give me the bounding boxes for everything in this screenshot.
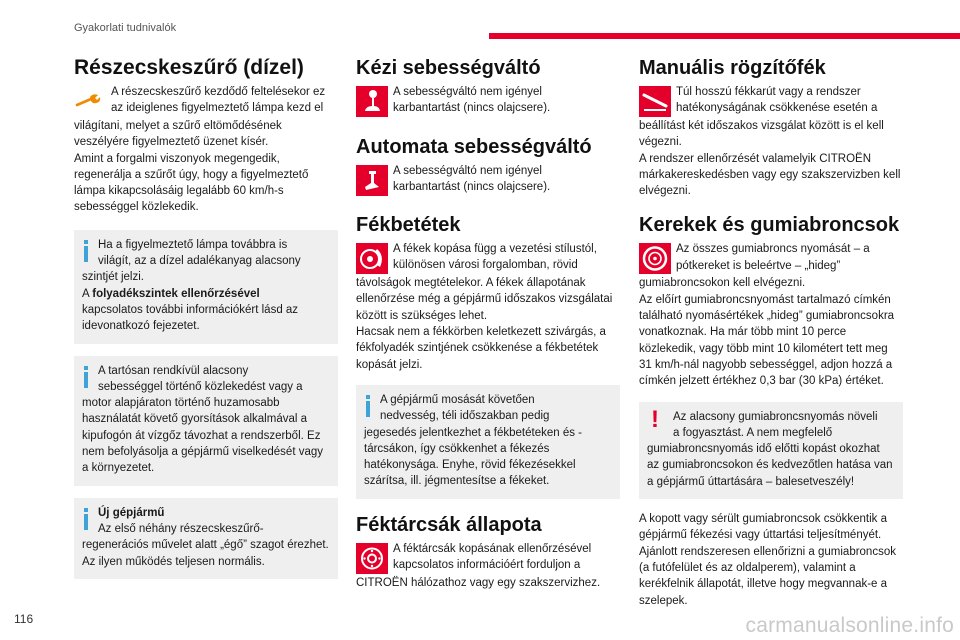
paragraph: Az előírt gumiabroncsnyomást tartalmazó címkén található nyomásértékek „hideg” gumiabroncsokra vonatkoznak. Ha már több mint 10 perce közlekedik, vagy több mint 10 kilométert tett meg 31 km/h-nál nagyobb sebességgel, adjon hozzá a címkén jelzett értékhez 0,3 bar (30 kPa) értéket.: [639, 293, 895, 388]
page-number: 116: [14, 612, 34, 626]
paragraph: gumiabroncsnyomás idő előtti kopást okozhat az gumiabroncsokon és kedvezőtlen hatása van a gépjármű úttartására – balesetveszély!: [647, 443, 893, 488]
info-note-new-vehicle: [74, 498, 338, 579]
column-particle-filter: [74, 56, 338, 591]
column-transmission-brakes: [356, 56, 620, 591]
section-title-manual-gearbox: Kézi sebességváltó: [356, 57, 541, 79]
paragraph: jegesedés jelentkezhet a fékbetéteken és -tárcsákon, így csökkenhet a fékezés hatékonysága. Enyhe, rövid fékezésekkel szárítsa, ill. jégmentesítse a fékeket.: [364, 426, 583, 488]
text-line: A részecskeszűrő kezdődő feltelésekor ez: [111, 86, 326, 98]
text-line: A tartósan rendkívül alacsony: [98, 364, 249, 377]
section-title-particle-filter: Részecskeszűrő (dízel): [74, 56, 304, 79]
paragraph: távolságok megtételekor. A fékek állapotának ellenőrzése még a gépjármű időszakos vizsgálatai között is szükséges lehet.: [356, 277, 613, 322]
paragraph: Hacsak nem a fékkörben keletkezett szivárgás, a fékfolyadék szintjének csökkenése a fékbetétek kopását jelzi.: [356, 326, 606, 371]
note-title: Új gépjármű: [98, 506, 165, 519]
text-line: A: [82, 287, 93, 300]
tyre-wear-text: [639, 511, 903, 609]
text-line: Az alacsony gumiabroncsnyomás növeli: [673, 410, 878, 423]
text-line: karbantartást (nincs olajcsere).: [393, 180, 551, 193]
section-title-brake-pads: Fékbetétek: [356, 214, 461, 237]
info-icon: [84, 508, 88, 530]
paragraph: motor alapjáraton történő huzamosabb használatát követő gyorsítások alkalmával a kipufogón át vízgőz távozhat a rendszerből. Ez nem befolyásolja a gépjármű viselkedését vagy a környezetet.: [82, 397, 323, 475]
text-line: A gépjármű mosását követően: [380, 393, 535, 406]
paragraph: CITROËN hálózathoz vagy egy szakszervizhez.: [356, 576, 601, 589]
manual-gearbox-text: [356, 84, 620, 117]
text-line: karbantartást (nincs olajcsere).: [393, 102, 551, 115]
paragraph: A kopott vagy sérült gumiabroncsok csökkentik a gépjármű fékezési vagy úttartási teljesítményét. Ajánlott rendszeresen ellenőrizni a gumiabroncsok (a futófelület és az oldalperem), valamint a kerékfelnik állapotát, illetve hogy megvannak-e a szelepek.: [639, 513, 896, 607]
text-line: világít, az a dízel adalékanyag alacsony: [98, 255, 301, 268]
paragraph: beállítást két időszakos vizsgálat között is el kell végezni.: [639, 120, 884, 149]
tyre-icon: [639, 243, 671, 274]
brake-discs-text: [356, 541, 620, 591]
text-line: nedvesség, téli időszakban pedig: [380, 410, 550, 423]
warning-note-tyre-pressure: [639, 402, 903, 499]
section-title-brake-discs: Féktárcsák állapota: [356, 513, 542, 536]
paragraph: kapcsolatos további információkért lásd az idevonatkozó fejezetet.: [82, 303, 299, 333]
manual-gearshift-icon: [356, 86, 388, 117]
automatic-gearbox-text: [356, 163, 620, 196]
paragraph: világítani, melyet a szűrő eltömődésének veszélyére figyelmeztető üzenet kísér.: [74, 120, 282, 149]
brake-disc-icon: [356, 543, 388, 574]
paragraph: gumiabroncsokon kell elvégezni.: [639, 277, 806, 290]
info-icon: [366, 395, 370, 417]
text-line: kapcsolatos információért forduljon a: [393, 559, 581, 572]
text-line: hatékonyságának csökkenése esetén a: [676, 102, 878, 115]
info-note-additive: [74, 230, 338, 344]
paragraph: A rendszer ellenőrzését valamelyik CITROËN márkakereskedésben vagy egy szakszervizben kell elvégezni.: [639, 152, 901, 198]
section-title-wheels-tyres: Kerekek és gumiabroncsok: [639, 214, 900, 237]
info-note-low-speed: [74, 356, 338, 486]
info-icon: [84, 366, 88, 388]
info-icon: [84, 240, 88, 262]
handbrake-text: [639, 84, 903, 199]
info-note-washing: [356, 385, 620, 499]
text-line: A sebességváltó nem igényel: [393, 86, 542, 98]
text-line: szintjét jelzi.: [82, 271, 144, 284]
text-line: az ideiglenes figyelmeztető lámpa kezd el: [111, 102, 324, 115]
automatic-gearshift-icon: [356, 165, 388, 196]
text-line: A fékek kopása függ a vezetési stílustól,: [393, 243, 597, 256]
particle-filter-text: [74, 84, 338, 216]
warning-icon: !: [651, 405, 659, 433]
column-handbrake-tyres: [639, 56, 903, 609]
text-line: sebességgel történő közlekedést vagy a: [98, 380, 303, 393]
section-title-handbrake: Manuális rögzítőfék: [639, 57, 826, 79]
text-line: a fogyasztást. A nem megfelelő: [673, 426, 833, 439]
brake-pads-icon: [356, 243, 388, 274]
watermark: carmanualsonline.info: [745, 614, 954, 637]
bold-link-text: folyadékszintek ellenőrzésével: [92, 287, 260, 300]
wheels-tyres-text: [639, 241, 903, 389]
paragraph: Amint a forgalmi viszonyok megengedik, regenerálja a szűrőt úgy, hogy a figyelmeztető lámpa kikapcsolásáig legalább 60 km/h-s sebességgel közlekedik.: [74, 152, 309, 214]
text-line: A sebességváltó nem igényel: [393, 164, 542, 177]
text-line: különösen városi forgalomban, rövid: [393, 259, 578, 272]
handbrake-icon: [639, 86, 671, 117]
text-line: Ha a figyelmeztető lámpa továbbra is: [98, 238, 288, 251]
header-title: Gyakorlati tudnivalók: [74, 22, 177, 34]
brake-pads-text: [356, 241, 620, 373]
text-line: Az első néhány részecskeszűrő-: [98, 522, 264, 535]
text-line: Az összes gumiabroncs nyomását – a: [676, 243, 870, 256]
text-line: Túl hosszú fékkarút vagy a rendszer: [676, 86, 861, 98]
paragraph: regenerációs művelet alatt „égő” szagot érezhet. Az ilyen működés teljesen normális.: [82, 539, 329, 568]
text-line: A féktárcsák kopásának ellenőrzésével: [393, 542, 592, 555]
wrench-icon: [74, 86, 106, 117]
section-title-automatic-gearbox: Automata sebességváltó: [356, 135, 592, 158]
header-accent-bar: [489, 33, 960, 39]
text-line: pótkereket is beleértve – „hideg”: [676, 259, 841, 272]
